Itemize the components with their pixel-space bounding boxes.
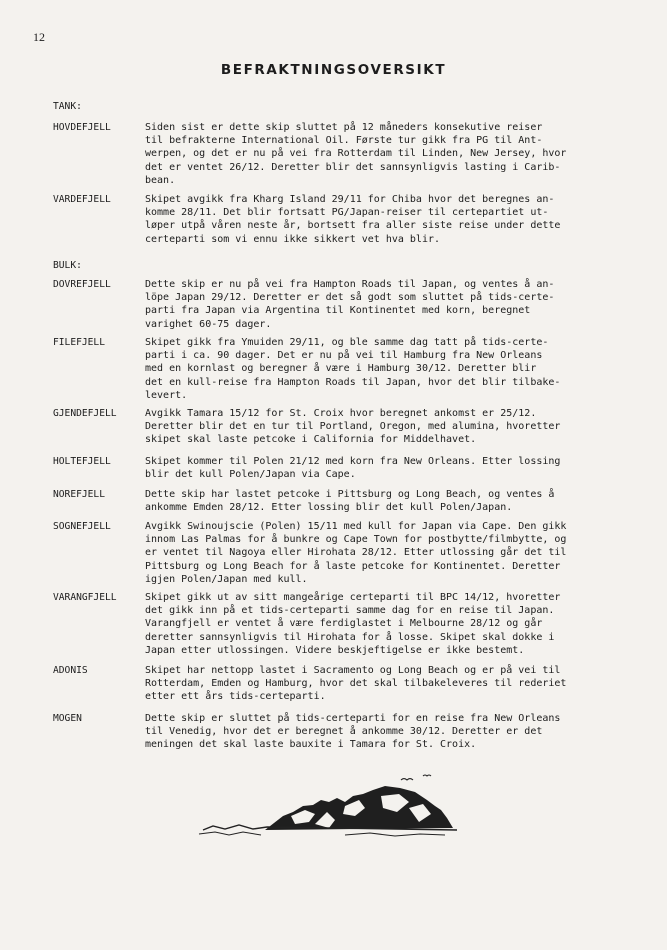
- ship-name: GJENDEFJELL: [53, 408, 117, 419]
- ship-name: MOGEN: [53, 713, 82, 724]
- ship-description: Dette skip er sluttet på tids-certeparti for en reise fra New Orleans til Venedig, hvor det er beregnet å ankomme 30/12. Deretter er det meningen det skal laste bauxite i Tamara for St. Croix.: [145, 713, 561, 751]
- ship-name: DOVREFJELL: [53, 279, 111, 290]
- ship-name: SOGNEFJELL: [53, 521, 111, 532]
- coastal-cliff-illustration: [195, 772, 475, 842]
- entry-holtefjell: [53, 455, 633, 481]
- section-heading-bulk: BULK:: [53, 260, 82, 271]
- ship-description: Avgikk Swinoujscie (Polen) 15/11 med kull for Japan via Cape. Den gikk innom Las Palmas for å bunkre og Cape Town for postbytte/filmbytte, og er ventet til Nagoya eller Hirohata 28/12. Etter utlossing går det til Pittsburg og Long Beach for å laste petcoke for Kontinentet. Deretter igjen Polen/Japan med kull.: [145, 521, 567, 585]
- ship-name: VARANGFJELL: [53, 592, 117, 603]
- ship-description: Skipet kommer til Polen 21/12 med korn fra New Orleans. Etter lossing blir det kull Polen/Japan via Cape.: [145, 456, 561, 481]
- ship-description: Skipet har nettopp lastet i Sacramento og Long Beach og er på vei til Rotterdam, Emden og Hamburg, hvor det skal tilbakeleveres til rederiet etter ett års tids-certeparti.: [145, 665, 567, 703]
- ship-description: Dette skip er nu på vei fra Hampton Roads til Japan, og ventes å an- löpe Japan 29/12. Deretter er det så godt som sluttet på tids-certe- parti fra Japan via Argentina til Kontinentet med korn, beregnet varighet 60-75 dager.: [145, 279, 555, 330]
- ship-name: HOLTEFJELL: [53, 456, 111, 467]
- entry-mogen: [53, 712, 633, 752]
- entry-gjendefjell: [53, 407, 633, 447]
- ship-description: Dette skip har lastet petcoke i Pittsburg og Long Beach, og ventes å ankomme Emden 28/12. Etter lossing blir det kull Polen/Japan.: [145, 489, 555, 514]
- ship-description: Skipet gikk ut av sitt mangeårige certeparti til BPC 14/12, hvoretter det gikk inn på et tids-certeparti samme dag for en reise til Japan. Varangfjell er ventet å være ferdiglastet i Melbourne 28/12 og går deretter sannsynligvis til Hirohata for å losse. Skipet skal dokke i Japan etter utlossingen. Videre beskjeftigelse er ikke bestemt.: [145, 592, 561, 656]
- entry-dovrefjell: [53, 278, 633, 331]
- ship-name: HOVDEFJELL: [53, 122, 111, 133]
- entry-hovdefjell: [53, 121, 633, 187]
- entry-adonis: [53, 664, 633, 704]
- ship-description: Skipet gikk fra Ymuiden 29/11, og ble samme dag tatt på tids-certe- parti i ca. 90 dager. Det er nu på vei til Hamburg fra New Orleans med en kornlast og beregner å være i Hamburg 30/12. Deretter blir det en kull-reise fra Hampton Roads til Japan, hvor det blir tilbake- levert.: [145, 337, 561, 401]
- page-number: 12: [33, 30, 45, 44]
- entry-sognefjell: [53, 520, 633, 586]
- ship-description: Skipet avgikk fra Kharg Island 29/11 for Chiba hvor det beregnes an- komme 28/11. Det blir fortsatt PG/Japan-reiser til certepartiet ut- løper utpå våren neste år, bortsett fra aller siste reise under dette certeparti som vi ennu ikke sikkert vet hva blir.: [145, 194, 561, 245]
- ship-name: VARDEFJELL: [53, 194, 111, 205]
- ship-name: FILEFJELL: [53, 337, 105, 348]
- ship-description: Siden sist er dette skip sluttet på 12 måneders konsekutive reiser til befrakterne International Oil. Første tur gikk fra PG til Ant- werpen, og det er nu på vei fra Rotterdam til Linden, New Jersey, hvor det er ventet 26/12. Deretter blir det sannsynligvis lasting i Carib- bean.: [145, 122, 567, 186]
- ship-description: Avgikk Tamara 15/12 for St. Croix hvor beregnet ankomst er 25/12. Deretter blir det en tur til Portland, Oregon, med alumina, hvoretter skipet skal laste petcoke i California for Middelhavet.: [145, 408, 561, 446]
- entry-norefjell: [53, 488, 633, 514]
- entry-varangfjell: [53, 591, 633, 657]
- ship-name: ADONIS: [53, 665, 88, 676]
- ship-name: NOREFJELL: [53, 489, 105, 500]
- page-title: BEFRAKTNINGSOVERSIKT: [220, 62, 447, 78]
- entry-vardefjell: [53, 193, 633, 246]
- entry-filefjell: [53, 336, 633, 402]
- section-heading-tank: TANK:: [53, 101, 82, 112]
